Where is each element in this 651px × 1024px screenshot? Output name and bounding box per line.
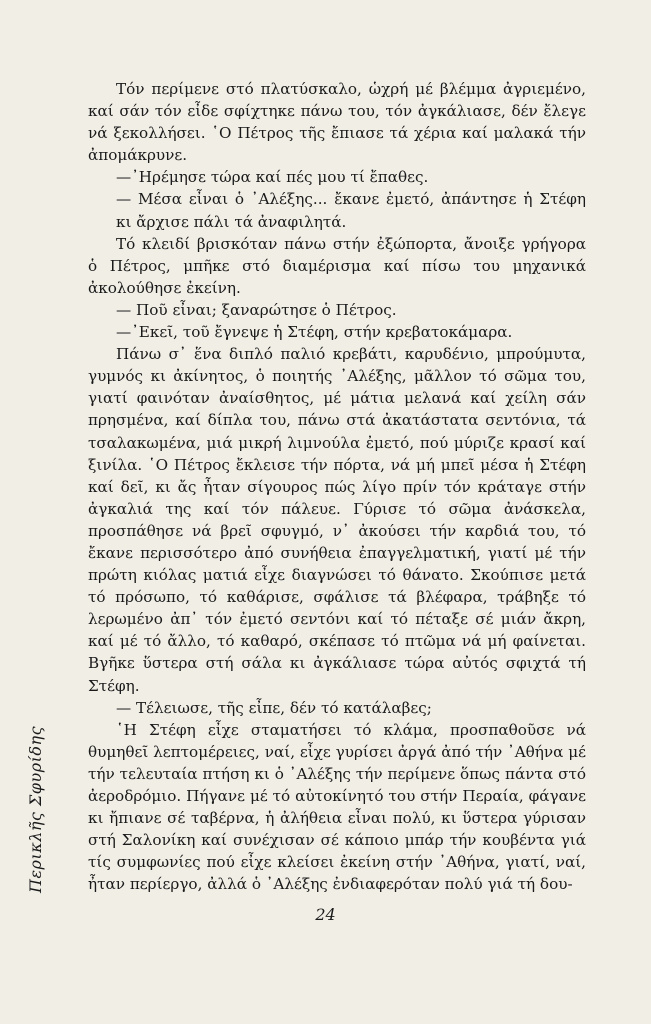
dialog-line: —᾿Εκεῖ, τοῦ ἔγνεψε ἡ Στέφη, στήν κρεβατοκάμαρα. [116,323,513,342]
paragraph: Τό κλειδί βρισκόταν πάνω στήν ἐξώπορτα, ἄνοιξε γρήγορα ὁ Πέτρος, μπῆκε στό διαμέρισμα καί πίσω του μηχανικά ἀκολούθησε ἐκείνη. [88,234,586,297]
paragraph: ῾Η Στέφη εἶχε σταματήσει τό κλάμα, προσπαθοῦσε νά θυμηθεῖ λεπτομέρειες, ναί, εἶχε γυρίσει ἀργά ἀπό τήν ᾿Αθήνα μέ τήν τελευταία πτήση κι ὁ ᾿Αλέξης τήν περίμενε ὅπως πάντα στό ἀεροδρόμιο. Πήγανε μέ τό αὐτοκίνητό του στήν Περαία, φάγανε κι ἤπιανε σέ ταβέρνα, ἡ ἀλήθεια εἶναι πολύ, κι ὕστερα γύρισαν στή Σαλονίκη καί συνέχισαν σέ κάποιο μπάρ τήν κουβέντα γιά τίς συμφωνίες πού εἶχε κλείσει ἐκείνη στήν ᾿Αθήνα, γιατί, ναί, ἦταν περίεργο, ἀλλά ὁ ᾿Αλέξης ἐνδιαφερόταν πολύ γιά τή δου- [88,720,586,894]
dialog-line: — Ποῦ εἶναι; ξαναρώτησε ὁ Πέτρος. [116,300,397,319]
dialog-line: — Τέλειωσε, τῆς εἶπε, δέν τό κατάλαβες; [116,698,432,717]
body-text [88,78,586,895]
dialog-line: — Μέσα εἶναι ὁ ᾿Αλέξης... ἔκανε ἐμετό, ἀπάντησε ἡ Στέφη κι ἄρχισε πάλι τά ἀναφιλητά. [116,190,586,231]
page-number: 24 [315,905,336,924]
paragraph: Πάνω σ᾿ ἕνα διπλό παλιό κρεβάτι, καρυδένιο, μπρούμυτα, γυμνός κι ἀκίνητος, ὁ ποιητής ᾿Αλέξης, μᾶλλον τό σῶμα του, γιατί φαινόταν ἀναίσθητος, μέ μάτια μελανά καί χείλη σάν πρησμένα, καί δίπλα του, πάνω στά ἀκατάστατα σεντόνια, τά τσαλακωμένα, μιά μικρή λιμνούλα ἐμετό, πού μύριζε κρασί καί ξινίλα. ῾Ο Πέτρος ἔκλεισε τήν πόρτα, νά μή μπεῖ μέσα ἡ Στέφη καί δεῖ, κι ἄς ἦταν σίγουρος πώς λίγο πρίν τόν κράταγε στήν ἀγκαλιά της καί τόν πάλευε. Γύρισε τό σῶμα ἀνάσκελα, προσπάθησε νά βρεῖ σφυγμό, ν᾿ ἀκούσει τήν καρδιά του, τό ἔκανε περισσότερο ἀπό συνήθεια ἐπαγγελματική, γιατί μέ τήν πρώτη κιόλας ματιά εἶχε διαγνώσει τό θάνατο. Σκούπισε μετά τό πρόσωπο, τό καθάρισε, σφάλισε τά βλέφαρα, τράβηξε τό λερωμένο ἀπ᾿ τόν ἐμετό σεντόνι καί τό πέταξε σέ μιάν ἄκρη, καί μέ τό ἄλλο, τό καθαρό, σκέπασε τό πτῶμα νά μή φαίνεται. Βγῆκε ὕστερα στή σάλα κι ἀγκάλιασε τώρα αὐτός σφιχτά τή Στέφη. [88,345,586,695]
paragraph: Τόν περίμενε στό πλατύσκαλο, ὡχρή μέ βλέμμα ἀγριεμένο, καί σάν τόν εἶδε σφίχτηκε πάνω του, τόν ἀγκάλιασε, δέν ἔλεγε νά ξεκολλήσει. ῾Ο Πέτρος τῆς ἔπιασε τά χέρια καί μαλακά τήν ἀπομάκρυνε. [88,80,586,165]
author-name: Περικλῆς Σφυρίδης [26,725,45,893]
dialog-line: —᾿Ηρέμησε τώρα καί πές μου τί ἔπαθες. [116,168,429,187]
